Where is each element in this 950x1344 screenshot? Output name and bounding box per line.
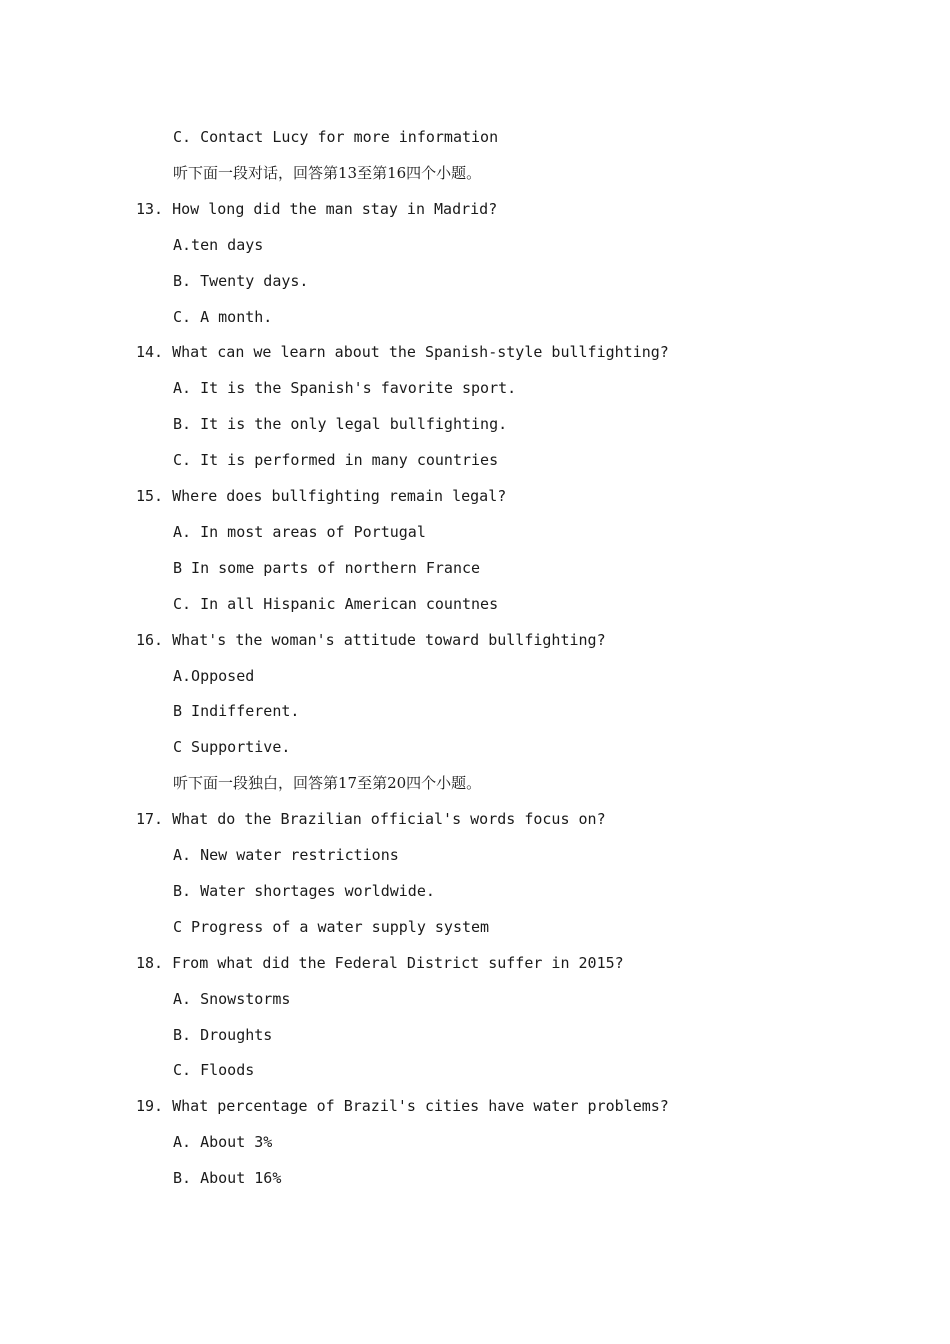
question-text: 13. How long did the man stay in Madrid? bbox=[136, 199, 498, 218]
question-text: 19. What percentage of Brazil's cities have water problems? bbox=[136, 1097, 669, 1116]
question-text: 15. Where does bullfighting remain legal? bbox=[136, 487, 507, 505]
question-text: 17. What do the Brazilian official's words focus on? bbox=[136, 810, 606, 829]
answer-option: A. Snowstorms bbox=[173, 989, 291, 1008]
question-text: 16. What's the woman's attitude toward bullfighting? bbox=[136, 630, 606, 649]
answer-option: B. About 16% bbox=[173, 1169, 282, 1188]
answer-option: A. In most areas of Portugal bbox=[173, 522, 426, 541]
answer-option: A. About 3% bbox=[173, 1133, 273, 1152]
answer-option: B. Water shortages worldwide. bbox=[173, 881, 435, 900]
answer-option: A. New water restrictions bbox=[173, 846, 399, 864]
question-text: 18. From what did the Federal District suffer in 2015? bbox=[136, 953, 624, 972]
answer-option: B. Droughts bbox=[173, 1025, 273, 1044]
answer-option: B Indifferent. bbox=[173, 702, 300, 721]
question-text: 14. What can we learn about the Spanish-style bullfighting? bbox=[136, 343, 669, 362]
section-instruction: 听下面一段对话，回答第13至第16四个小题。 bbox=[173, 163, 482, 182]
answer-option: B In some parts of northern France bbox=[173, 558, 481, 577]
answer-option: A.Opposed bbox=[173, 666, 255, 685]
section-instruction: 听下面一段独白，回答第17至第20四个小题。 bbox=[173, 774, 482, 793]
answer-option: C. A month. bbox=[173, 307, 273, 326]
answer-option: A.ten days bbox=[173, 235, 264, 254]
answer-option: C. It is performed in many countries bbox=[173, 451, 499, 470]
answer-option: C. Contact Lucy for more information bbox=[173, 128, 499, 146]
answer-option: B. Twenty days. bbox=[173, 271, 309, 290]
answer-option: B. It is the only legal bullfighting. bbox=[173, 415, 508, 434]
answer-option: C. Floods bbox=[173, 1061, 255, 1080]
answer-option: C. In all Hispanic American countnes bbox=[173, 594, 499, 613]
answer-option: C Progress of a water supply system bbox=[173, 917, 490, 936]
answer-option: A. It is the Spanish's favorite sport. bbox=[173, 379, 517, 398]
answer-option: C Supportive. bbox=[173, 738, 291, 757]
